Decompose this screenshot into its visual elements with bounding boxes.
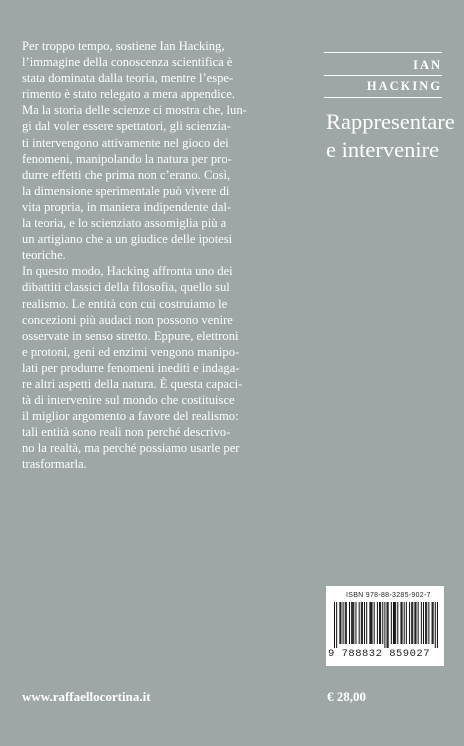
- barcode-bar: [394, 602, 395, 644]
- blurb-line: la teoria, e lo scienziato assomiglia più a: [22, 216, 227, 231]
- blurb-line: l’immagine della conoscenza scientifica è: [22, 55, 233, 70]
- blurb-line: vita propria, in maniera indipendente dal-: [22, 199, 232, 214]
- barcode-bar: [334, 602, 335, 648]
- blurb-line: concezioni più audaci non possono venire: [22, 312, 233, 327]
- blurb-line: fenomeni, manipolando la natura per pro-: [22, 151, 232, 166]
- book-title: [326, 108, 461, 164]
- author-block: [324, 52, 442, 98]
- barcode-bar: [345, 602, 346, 644]
- barcode-bar: [372, 602, 373, 644]
- barcode-bar: [433, 602, 434, 644]
- blurb-line: e protoni, geni ed enzimi vengono manipo-: [22, 344, 240, 359]
- barcode-bar: [414, 602, 415, 644]
- blurb-line: gi dal voler essere spettatori, gli scienzia-: [22, 119, 231, 134]
- blurb-line: la dimensione sperimentale può vivere di: [22, 183, 230, 198]
- blurb-line: osservate in senso stretto. Eppure, elettroni: [22, 328, 239, 343]
- blurb-line: rimento è stato relegato a mera appendice.: [22, 87, 235, 102]
- blurb-line: tà di intervenire sul mondo che costituisce: [22, 393, 235, 408]
- barcode-bar: [388, 602, 389, 648]
- barcode-bar: [352, 602, 353, 644]
- barcode-bar: [374, 602, 375, 644]
- blurb-line: stata dominata dalla teoria, mentre l’espe-: [22, 71, 234, 86]
- blurb-line: no la realtà, ma perché possiamo usarle per: [22, 441, 240, 456]
- barcode-bar: [395, 602, 396, 644]
- barcode-bar: [362, 602, 363, 644]
- blurb-line: un artigiano che a un giudice delle ipotesi: [22, 232, 233, 247]
- barcode-bar: [393, 602, 394, 644]
- barcode-bar: [426, 602, 427, 644]
- blurb-line: trasformarla.: [22, 457, 87, 472]
- blurb-line: il miglior argomento a favore del realismo:: [22, 409, 239, 424]
- barcode-bar: [370, 602, 371, 644]
- barcode-bar: [421, 602, 422, 644]
- barcode-bar: [404, 602, 405, 644]
- blurb-line: lati per produrre fenomeni inediti e indaga-: [22, 360, 240, 375]
- barcode-bar: [415, 602, 416, 644]
- barcode-bar: [402, 602, 403, 644]
- barcode-bar: [369, 602, 370, 644]
- barcode-bar: [384, 602, 385, 648]
- barcode-bar: [435, 602, 436, 648]
- blurb-line: ti intervengono attivamente nel gioco dei: [22, 135, 229, 150]
- barcode-image: [334, 602, 438, 648]
- barcode-bar: [411, 602, 412, 644]
- barcode-bar: [391, 602, 392, 644]
- price: € 28,00: [327, 689, 366, 704]
- barcode-bar: [418, 602, 419, 644]
- blurb-line: realismo. Le entità con cui costruiamo le: [22, 296, 228, 311]
- barcode-bar: [379, 602, 380, 644]
- author-last-name: HACKING: [366, 79, 442, 93]
- barcode-bar: [412, 602, 413, 644]
- barcode-bar: [340, 602, 341, 644]
- blurb-line: tali entità sono reali non perché descrivo-: [22, 425, 231, 440]
- blurb-text: [22, 38, 300, 473]
- barcode-bar: [336, 602, 337, 648]
- rule-bottom: [324, 97, 442, 98]
- barcode-bar: [397, 602, 398, 644]
- blurb-line: teoriche.: [22, 248, 66, 263]
- barcode-bar: [432, 602, 433, 644]
- barcode-bar: [346, 602, 347, 644]
- barcode-bar: [351, 602, 352, 644]
- blurb-line: dibattiti classici della filosofia, quello sul: [22, 280, 230, 295]
- barcode-bar: [343, 602, 344, 644]
- blurb-line: re altri aspetti della natura. È questa capaci-: [22, 376, 243, 391]
- barcode-digits: 9 788832 859027: [328, 648, 431, 660]
- rule-middle: [324, 75, 442, 76]
- barcode-bar: [339, 602, 340, 644]
- barcode-bar: [353, 602, 354, 644]
- barcode-bar: [364, 602, 365, 644]
- blurb-line: Per troppo tempo, sostiene Ian Hacking,: [22, 39, 225, 53]
- barcode-bar: [382, 602, 383, 644]
- barcode-bar: [380, 602, 381, 644]
- barcode-bar: [355, 602, 356, 644]
- publisher-website: www.raffaellocortina.it: [22, 689, 151, 704]
- author-first-name: IAN: [413, 58, 442, 72]
- blurb-line: Ma la storia delle scienze ci mostra che, lun-: [22, 103, 247, 118]
- barcode-box: [326, 586, 444, 666]
- barcode-bar: [406, 602, 407, 644]
- barcode-bar: [425, 602, 426, 644]
- isbn-label: ISBN 978-88-3285-902-7: [346, 592, 431, 599]
- barcode-bar: [377, 602, 378, 644]
- title-line-1: Rappresentare: [326, 109, 455, 134]
- blurb-line: In questo modo, Hacking affronta uno dei: [22, 264, 233, 279]
- rule-top: [324, 52, 442, 53]
- barcode-bar: [387, 602, 388, 648]
- barcode-bar: [400, 602, 401, 644]
- barcode-bar: [359, 602, 360, 644]
- barcode-bar: [428, 602, 429, 644]
- barcode-bar: [409, 602, 410, 644]
- barcode-bar: [423, 602, 424, 644]
- blurb-line: durre effetti che prima non c’erano. Così,: [22, 167, 231, 182]
- title-line-2: e intervenire: [326, 137, 440, 162]
- barcode-bar: [349, 602, 350, 644]
- barcode-bar: [361, 602, 362, 644]
- barcode-bar: [366, 602, 367, 644]
- barcode-bar: [437, 602, 438, 648]
